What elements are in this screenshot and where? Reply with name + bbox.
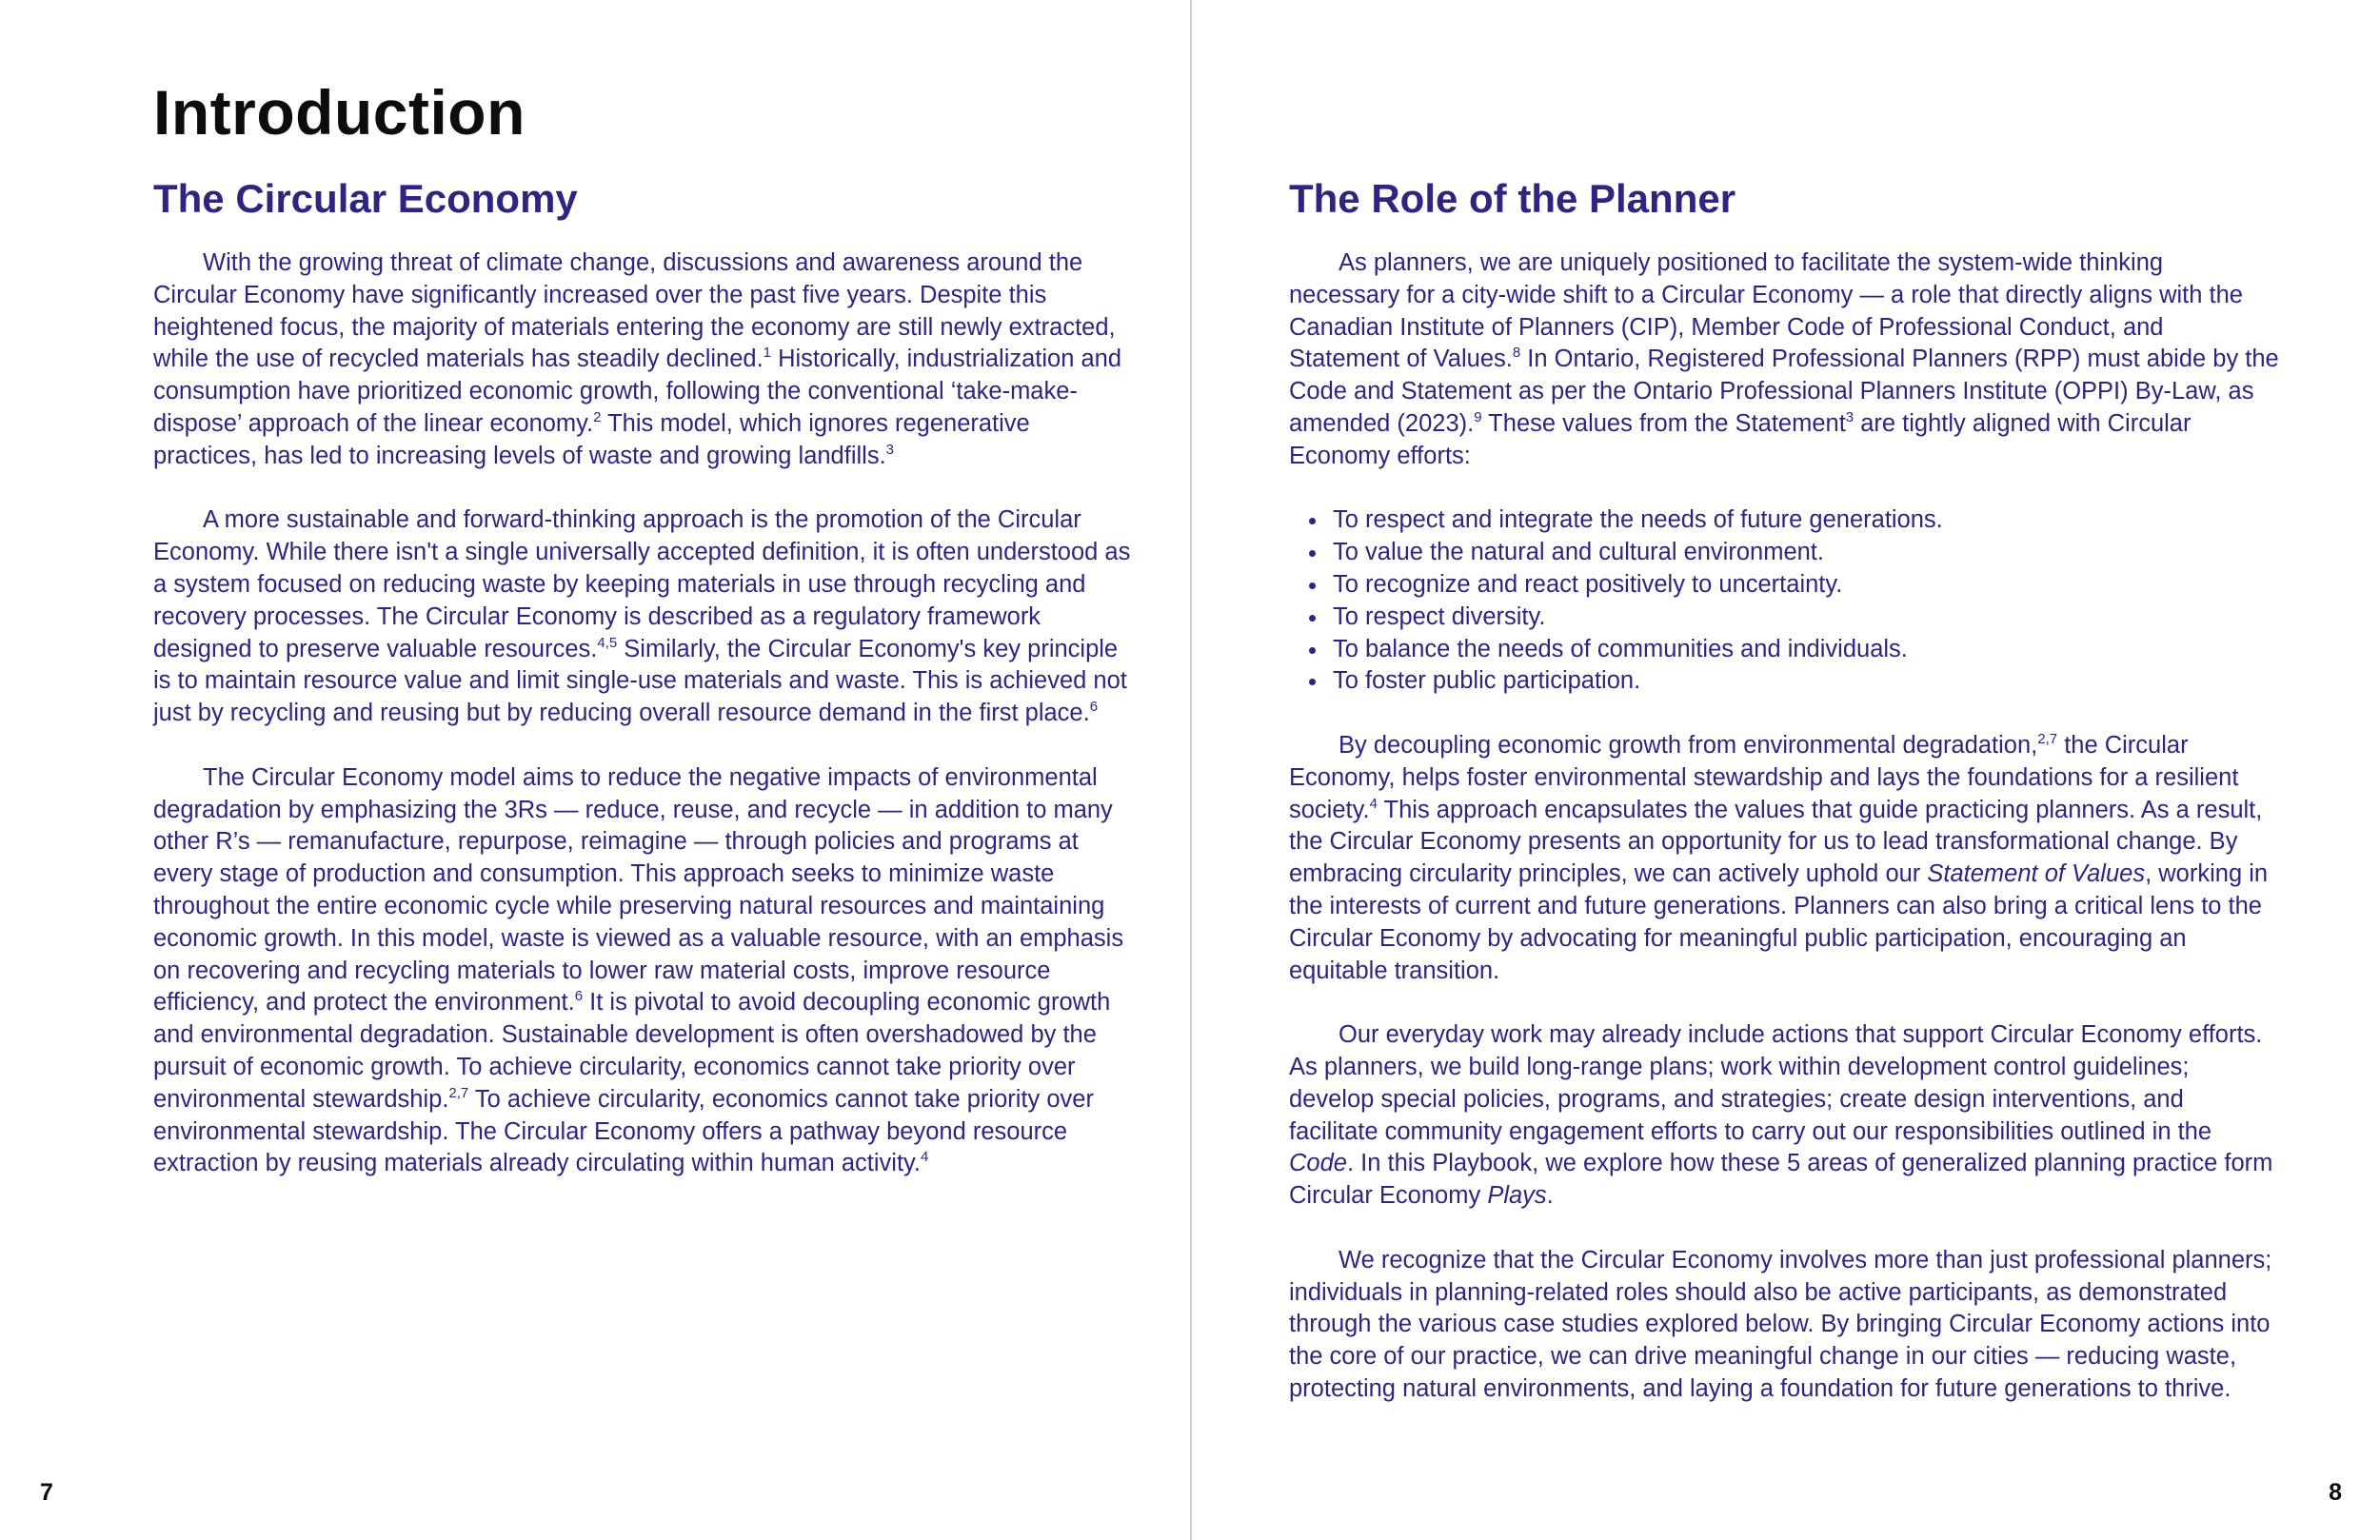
list-item: • To recognize and react positively to uncertainty. — [1329, 569, 2279, 602]
footnote-ref: 9 — [1474, 408, 1482, 425]
paragraph-2: By decoupling economic growth from environmental degradation,$^{2,7}$ the Circular Economy, helps foster environmental stewardship and lays the foundations for a resilient society.$^4$ This approach encapsulates the values that guide practicing planners. As a result, the Circular Economy presents an opportunity for us to lead transformational change. By embracing circularity principles, we can actively uphold our Statement of Values, working in the interests of current and future generations. Planners can also bring a critical lens to the Circular Economy by advocating for meaningful public participation, encouraging an equitable transition. — [1289, 730, 2269, 984]
emphasis-statement-of-values: Statement of Values — [1927, 860, 2146, 888]
footnote-ref: 6 — [1089, 699, 1099, 716]
values-list — [1289, 504, 2279, 698]
footnote-ref: 2,7 — [448, 1084, 469, 1101]
emphasis-code: Code — [1289, 1150, 1347, 1177]
paragraph-1: As planners, we are uniquely positioned to facilitate the system-wide thinking necessary for a city-wide shift to a Circular Economy — a role that directly aligns with the Canadian Institute of Planners (CIP), Member Code of Professional Conduct, and Statement of Values.$^8$ In Ontario, Registered Professional Planners (RPP) must abide by the Code and Statement as per the Ontario Professional Planners Institute (OPPI) By-Law, as amended (2023).$^9$ These values from the Statement$^3$ are tightly aligned with Circular Economy efforts: — [1289, 249, 2279, 469]
footnote-ref: 4 — [1369, 795, 1378, 812]
list-item: • To balance the needs of communities and individuals. — [1329, 634, 2279, 666]
list-item: • To foster public participation. — [1329, 665, 2279, 698]
footnote-ref: 2 — [593, 408, 602, 425]
footnote-ref: 3 — [1845, 408, 1854, 425]
footnote-ref: 1 — [763, 345, 772, 362]
section-title-circular-economy: The Circular Economy — [153, 176, 578, 221]
paragraph-3: Our everyday work may already include actions that support Circular Economy efforts. As planners, we build long-range plans; work within development control guidelines; develop special policies, programs, and strategies; create design interventions, and facilitate community engagement efforts to carry out our responsibilities outlined in the Code. In this Playbook, we explore how these 5 areas of generalized planning practice form Circular Economy Plays. — [1289, 1021, 2273, 1210]
list-item: • To respect and integrate the needs of future generations. — [1329, 504, 2279, 537]
paragraph-2: A more sustainable and forward-thinking approach is the promotion of the Circular Economy. While there isn't a single universally accepted definition, it is often understood as a system focused on reducing waste by keeping materials in use through recycling and recovery processes. The Circular Economy is described as a regulatory framework designed to preserve valuable resources.$^{4,5}$ Similarly, the Circular Economy's key principle is to maintain resource value and limit single-use materials and waste. This is achieved not just by recycling and reusing but by reducing overall resource demand in the first place.$^6$ — [153, 506, 1131, 727]
emphasis-plays: Plays — [1487, 1182, 1547, 1210]
page-title: Introduction — [153, 77, 526, 148]
footnote-ref: 2,7 — [2037, 730, 2058, 747]
page-number-left: 7 — [40, 1479, 53, 1506]
page-number-right: 8 — [2329, 1479, 2342, 1506]
footnote-ref: 4 — [920, 1149, 929, 1166]
paragraph-3: The Circular Economy model aims to reduce the negative impacts of environmental degradation by emphasizing the 3Rs — reduce, reuse, and recycle — in addition to many other R’s — remanufacture, repurpose, reimagine — through policies and programs at every stage of production and consumption. This approach seeks to minimize waste throughout the entire economic cycle while preserving natural resources and maintaining economic growth. In this model, waste is viewed as a valuable resource, with an emphasis on recovering and recycling materials to lower raw material costs, improve resource efficiency, and protect the environment.$^6$ It is pivotal to avoid decoupling economic growth and environmental degradation. Sustainable development is often overshadowed by the pursuit of economic growth. To achieve circularity, economics cannot take priority over environmental stewardship.$^{2,7}$ To achieve circularity, economics cannot take priority over environmental stewardship. The Circular Economy offers a pathway beyond resource extraction by reusing materials already circulating within human activity.$^4$ — [153, 763, 1124, 1177]
section-title-role-of-planner: The Role of the Planner — [1289, 176, 1736, 221]
footnote-ref: 3 — [885, 441, 895, 458]
footnote-ref: 4,5 — [597, 634, 618, 651]
left-body-text — [153, 247, 1134, 1213]
footnote-ref: 6 — [574, 988, 584, 1005]
right-page — [1194, 0, 2380, 1540]
footnote-ref: 8 — [1512, 345, 1521, 362]
right-body-text — [1289, 247, 2279, 1437]
list-item: • To value the natural and cultural environment. — [1329, 537, 2279, 569]
list-item: • To respect diversity. — [1329, 602, 2279, 634]
paragraph-4: We recognize that the Circular Economy involves more than just professional planners; individuals in planning-related roles should also be active participants, as demonstrated through the various case studies explored below. By bringing Circular Economy actions into the core of our practice, we can drive meaningful change in our cities — reducing waste, protecting natural environments, and laying a foundation for future generations to thrive. — [1289, 1246, 2272, 1402]
paragraph-1: With the growing threat of climate change, discussions and awareness around the Circular Economy have significantly increased over the past five years. Despite this heightened focus, the majority of materials entering the economy are still newly extracted, while the use of recycled materials has steadily declined.$^1$ Historically, industrialization and consumption have prioritized economic growth, following the conventional ‘take-make-dispose’ approach of the linear economy.$^2$ This model, which ignores regenerative practices, has led to increasing levels of waste and growing landfills.$^3$ — [153, 249, 1122, 469]
